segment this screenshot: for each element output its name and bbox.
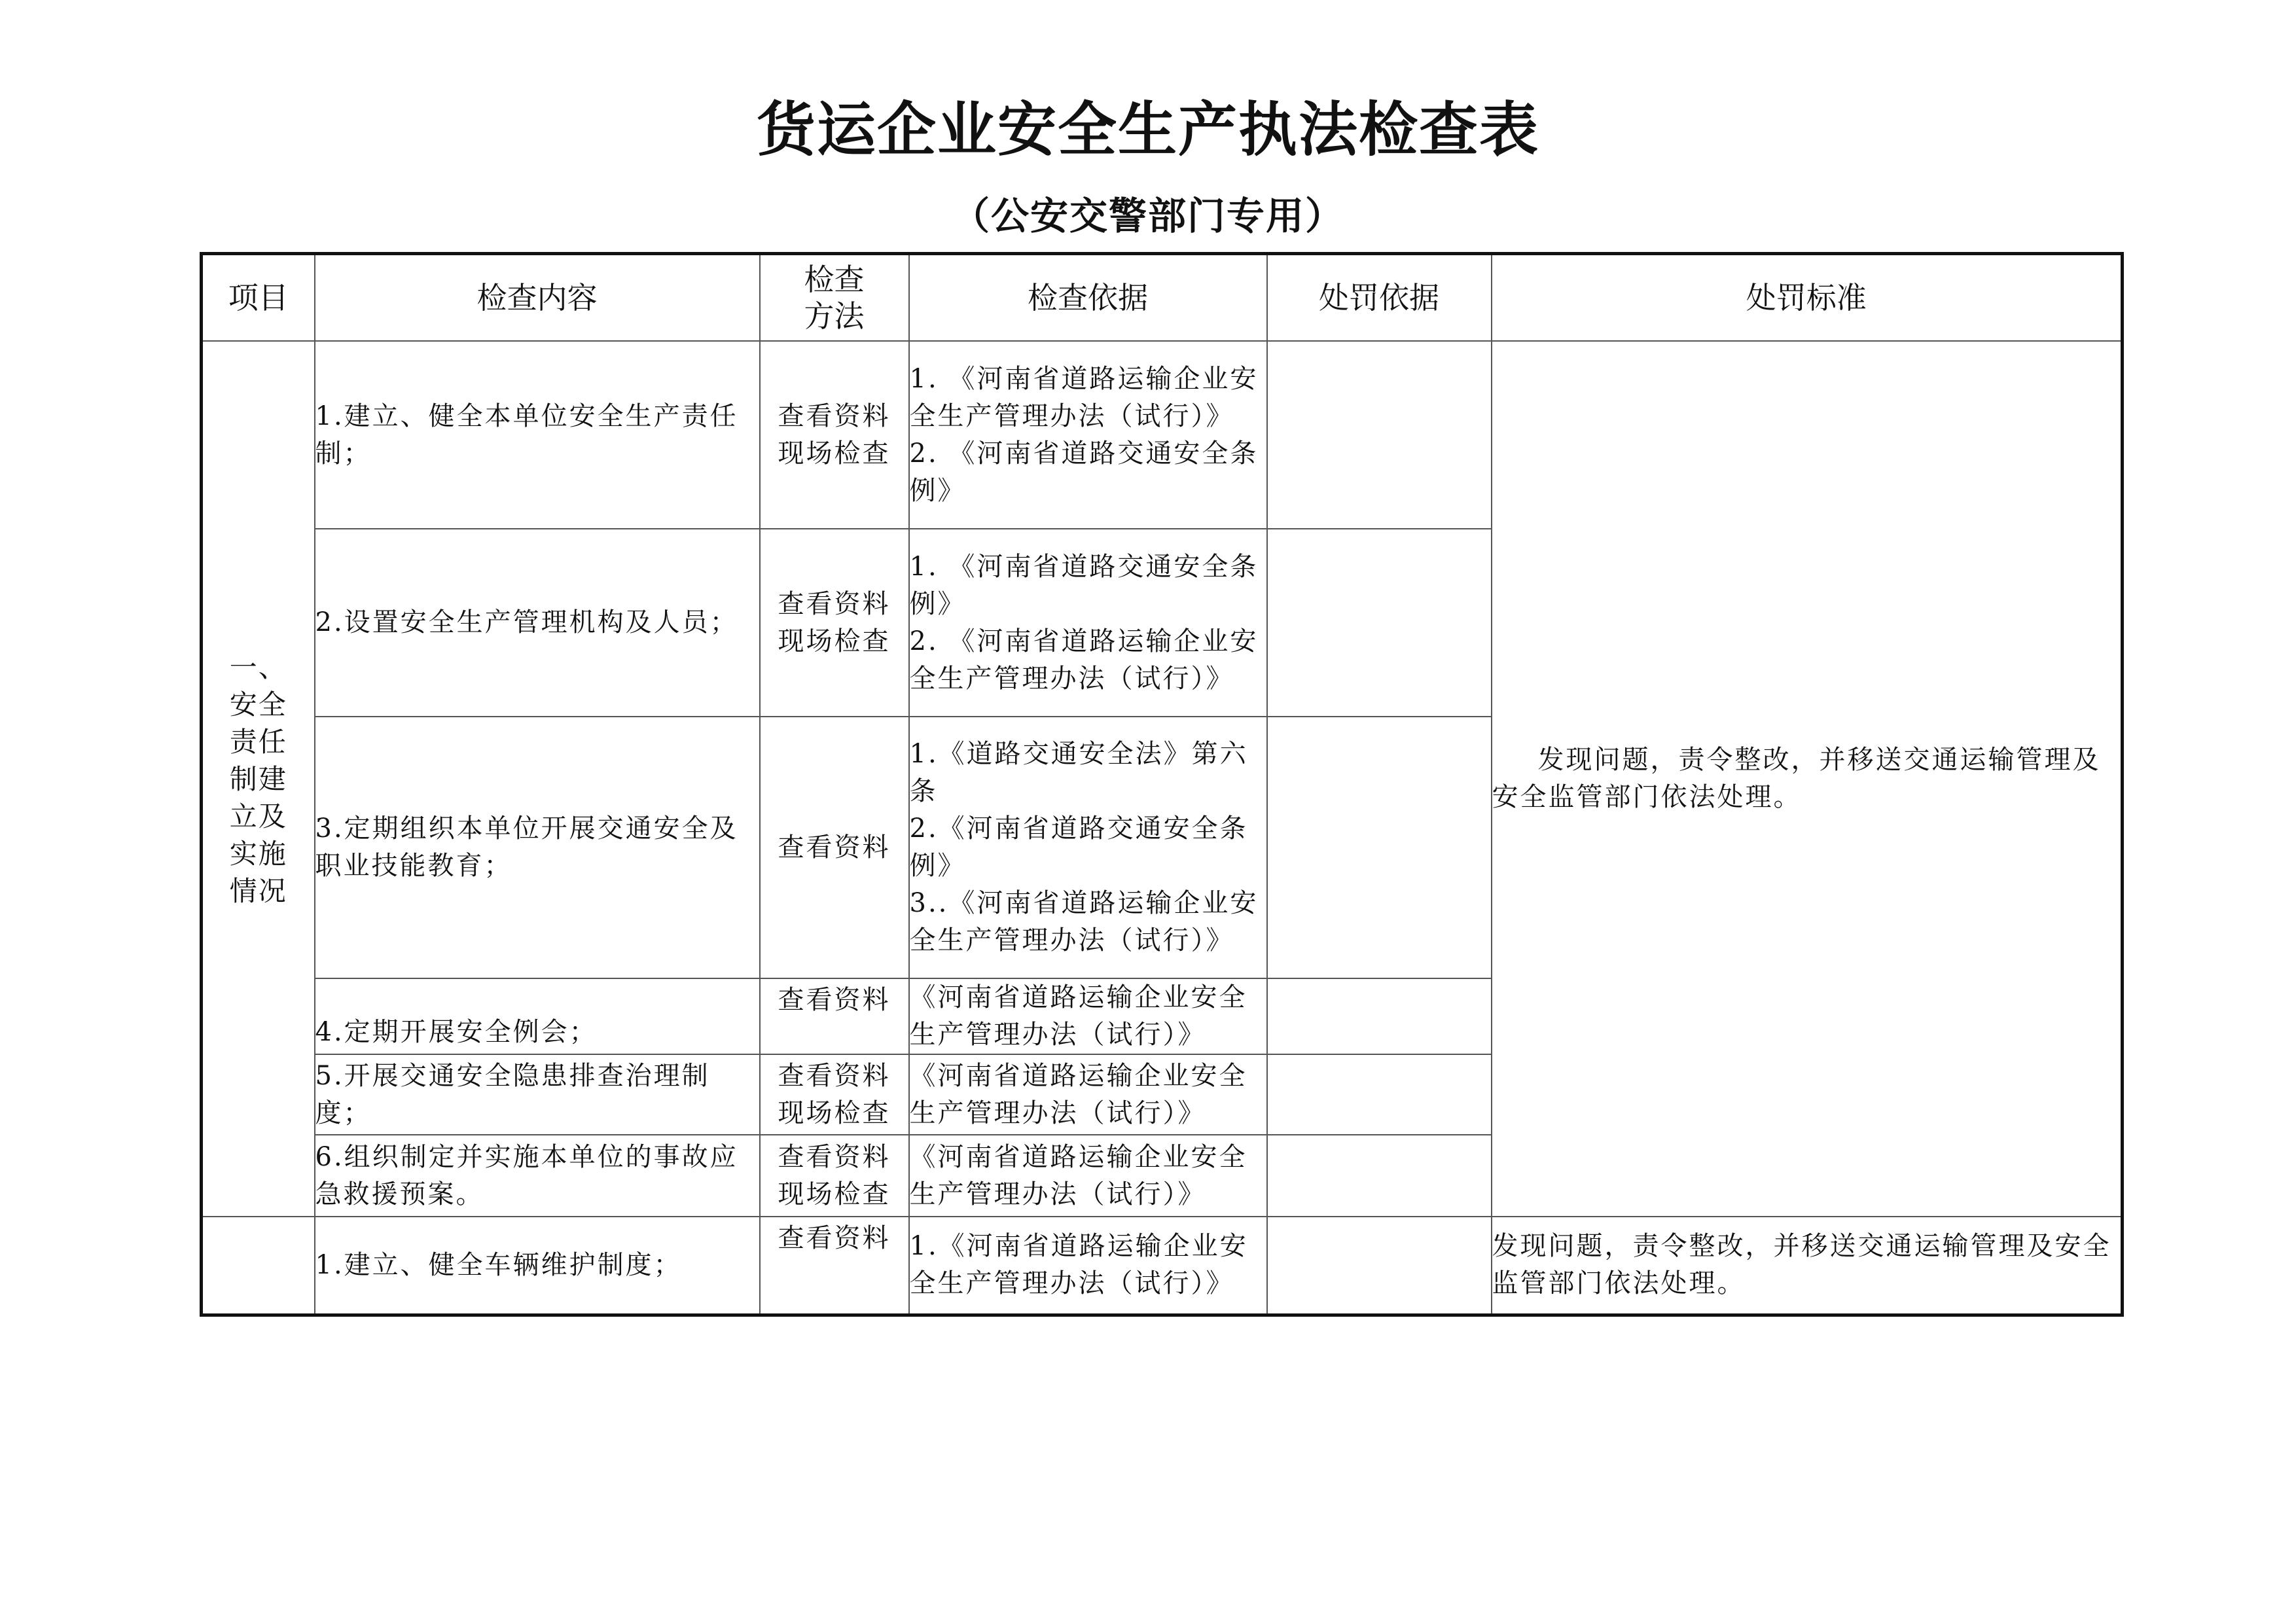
section1-item-line: 情况: [229, 874, 287, 907]
section1-item-line: 责任: [229, 725, 287, 758]
method-line: 现场检查: [778, 1097, 891, 1128]
header-method-line2: 方法: [804, 298, 865, 334]
method-line: 现场检查: [778, 626, 891, 656]
header-method-line1: 检查: [804, 262, 865, 297]
penalty-basis-cell: [1267, 1054, 1492, 1135]
section1-item-cell: [202, 341, 315, 1217]
page-subtitle: （公安交警部门专用）: [951, 194, 1344, 238]
basis-line: 1. 《河南省道路运输企业安全生产管理办法（试行）》: [909, 363, 1259, 431]
basis-line: 1.《河南省道路运输企业安全生产管理办法（试行）》: [909, 1231, 1248, 1299]
method-line: 查看资料: [778, 985, 891, 1015]
method-line: 查看资料: [778, 832, 891, 863]
check-content-cell: 3.定期组织本单位开展交通安全及职业技能教育；: [315, 717, 760, 978]
basis-line: 3..《河南省道路运输企业安全生产管理办法（试行）》: [909, 888, 1259, 955]
penalty-basis-cell: [1267, 529, 1492, 717]
penalty-basis-cell: [1267, 978, 1492, 1054]
penalty-basis-cell: [1267, 341, 1492, 529]
check-content-cell: 1.建立、健全本单位安全生产责任制；: [315, 341, 760, 529]
header-penalty-basis: 处罚依据: [1267, 254, 1492, 342]
check-method-cell: [760, 978, 909, 1054]
method-line: 查看资料: [778, 1060, 891, 1091]
section1-item-line: 安全: [229, 688, 287, 721]
basis-line: 2. 《河南省道路交通安全条例》: [909, 438, 1259, 506]
check-basis-cell: [909, 978, 1267, 1054]
basis-line: 1.《道路交通安全法》第六条: [909, 739, 1248, 806]
inspection-table: [200, 252, 2124, 1317]
table-header-row: [202, 254, 2123, 342]
check-method-cell: [760, 341, 909, 529]
table-row: [202, 1217, 2123, 1315]
basis-line: 1. 《河南省道路交通安全条例》: [909, 551, 1259, 619]
method-line: 查看资料: [778, 588, 891, 619]
header-item: 项目: [202, 254, 315, 342]
check-content-cell: 5.开展交通安全隐患排查治理制度；: [315, 1054, 760, 1135]
basis-line: 2.《河南省道路交通安全条例》: [909, 813, 1248, 881]
section1-item-line: 实施: [229, 837, 287, 870]
section1-item-line: 制建: [229, 762, 287, 795]
check-content-cell: 4.定期开展安全例会；: [315, 978, 760, 1054]
section2-item-cell: [202, 1217, 315, 1315]
check-basis-cell: [909, 1054, 1267, 1135]
check-basis-cell: [909, 717, 1267, 978]
penalty-basis-cell: [1267, 717, 1492, 978]
header-method: [760, 254, 909, 342]
method-line: 查看资料: [778, 1223, 891, 1253]
check-content-cell: 2.设置安全生产管理机构及人员；: [315, 529, 760, 717]
section1-penalty-standard-cell: 发现问题，责令整改，并移送交通运输管理及安全监管部门依法处理。: [1492, 341, 2123, 1217]
table-row: [202, 341, 2123, 529]
penalty-basis-cell: [1267, 1217, 1492, 1315]
check-method-cell: [760, 717, 909, 978]
basis-line: 2. 《河南省道路运输企业安全生产管理办法（试行）》: [909, 626, 1259, 694]
section1-item-line: 一、: [229, 651, 287, 683]
basis-line: 《河南省道路运输企业安全生产管理办法（试行）》: [909, 1141, 1247, 1209]
check-basis-cell: [909, 1135, 1267, 1217]
method-line: 现场检查: [778, 1179, 891, 1209]
method-line: 查看资料: [778, 1141, 891, 1172]
basis-line: 《河南省道路运输企业安全生产管理办法（试行）》: [909, 1060, 1247, 1128]
header-basis: 检查依据: [909, 254, 1267, 342]
check-method-cell: [760, 1135, 909, 1217]
header-content: 检查内容: [315, 254, 760, 342]
check-method-cell: [760, 529, 909, 717]
header-penalty-standard: 处罚标准: [1492, 254, 2123, 342]
check-basis-cell: [909, 529, 1267, 717]
check-method-cell: [760, 1217, 909, 1315]
check-method-cell: [760, 1054, 909, 1135]
check-content-cell: 6.组织制定并实施本单位的事故应急救援预案。: [315, 1135, 760, 1217]
penalty-basis-cell: [1267, 1135, 1492, 1217]
check-content-cell: 1.建立、健全车辆维护制度；: [315, 1217, 760, 1315]
check-basis-cell: [909, 1217, 1267, 1315]
check-basis-cell: [909, 341, 1267, 529]
page-title: 货运企业安全生产执法检查表: [757, 95, 1539, 164]
section2-penalty-standard-cell: 发现问题，责令整改，并移送交通运输管理及安全监管部门依法处理。: [1492, 1217, 2123, 1315]
basis-line: 《河南省道路运输企业安全生产管理办法（试行）》: [909, 982, 1247, 1050]
method-line: 现场检查: [778, 438, 891, 469]
method-line: 查看资料: [778, 401, 891, 431]
section1-item-line: 立及: [229, 800, 287, 832]
